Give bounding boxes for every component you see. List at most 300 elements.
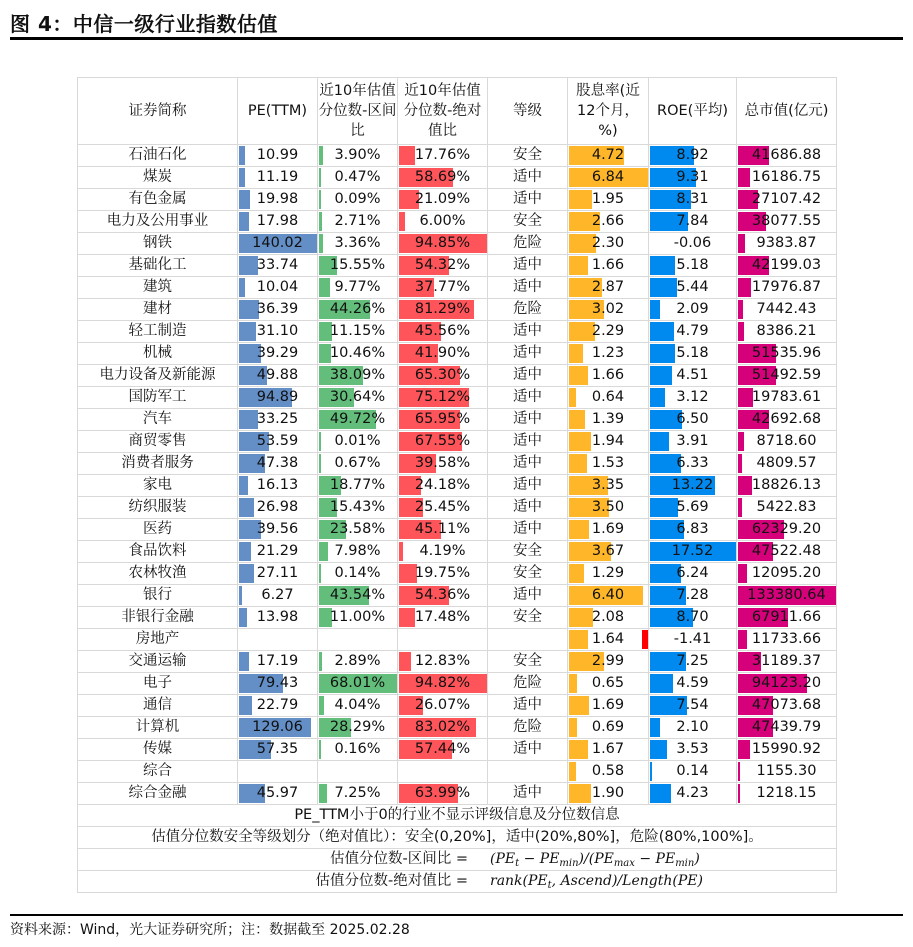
name-value: 机械 — [143, 345, 172, 361]
cap-value: 8718.60 — [756, 433, 817, 449]
dividend-value: 1.69 — [591, 521, 625, 537]
grade-value: 适中 — [513, 257, 542, 273]
roe-data-bar — [650, 278, 677, 297]
cap-value: 5422.83 — [756, 499, 817, 515]
pe-value: 36.39 — [256, 301, 299, 317]
cell-cap — [737, 475, 837, 497]
cell-roe — [649, 145, 737, 167]
roe-value: 5.18 — [676, 257, 709, 273]
cell-dividend — [568, 299, 649, 321]
pe-value: 79.43 — [256, 675, 299, 691]
cell-name — [78, 761, 238, 783]
cell-roe — [649, 607, 737, 629]
grade-value: 适中 — [513, 587, 542, 603]
range-data-bar — [319, 146, 323, 165]
cap-value: 47439.79 — [751, 719, 822, 735]
grade-value: 适中 — [513, 279, 542, 295]
pe-value: 6.27 — [261, 587, 294, 603]
cell-cap — [737, 255, 837, 277]
table-row — [78, 255, 837, 277]
note-pe-negative: PE_TTM小于0的行业不显示评级信息及分位数信息 — [78, 805, 837, 827]
abs-value: 94.82% — [414, 675, 471, 691]
roe-value: 17.52 — [671, 543, 714, 559]
roe-data-bar — [650, 762, 652, 781]
cell-roe — [649, 673, 737, 695]
abs-value: 54.32% — [414, 257, 471, 273]
dividend-value: 0.64 — [591, 389, 625, 405]
range-value: 43.54% — [329, 587, 386, 603]
roe-value: 6.50 — [676, 411, 709, 427]
cell-pe — [238, 629, 318, 651]
cap-value: 41686.88 — [751, 147, 822, 163]
range-value: 15.43% — [329, 499, 386, 515]
cell-range — [318, 717, 398, 739]
cell-abs — [398, 211, 488, 233]
dividend-data-bar — [569, 784, 591, 803]
valuation-table — [77, 77, 837, 893]
cell-pe — [238, 321, 318, 343]
cap-data-bar — [738, 322, 744, 341]
cell-cap — [737, 387, 837, 409]
cell-abs — [398, 277, 488, 299]
header-market-cap: 总市值(亿元) — [737, 78, 837, 145]
cell-dividend — [568, 519, 649, 541]
table-row — [78, 629, 837, 651]
cell-grade — [488, 233, 568, 255]
cap-value: 4809.57 — [756, 455, 817, 471]
name-value: 轻工制造 — [128, 323, 187, 339]
cap-data-bar — [738, 630, 747, 649]
grade-value: 适中 — [513, 411, 542, 427]
cell-roe — [649, 563, 737, 585]
note-row-range-formula — [78, 849, 837, 871]
range-data-bar — [319, 652, 322, 671]
roe-data-bar — [650, 388, 665, 407]
abs-value: 17.48% — [414, 609, 471, 625]
cell-dividend — [568, 541, 649, 563]
cell-pe — [238, 189, 318, 211]
pe-value: 11.19 — [256, 169, 299, 185]
abs-value: 83.02% — [414, 719, 471, 735]
abs-data-bar — [399, 608, 415, 627]
cell-name — [78, 233, 238, 255]
name-value: 计算机 — [135, 719, 180, 735]
cell-name — [78, 189, 238, 211]
cell-pe — [238, 255, 318, 277]
cell-roe — [649, 783, 737, 805]
abs-value: 81.29% — [414, 301, 471, 317]
table-row — [78, 585, 837, 607]
cell-abs — [398, 651, 488, 673]
cell-grade — [488, 321, 568, 343]
header-row — [78, 78, 837, 145]
cell-name — [78, 387, 238, 409]
grade-value: 危险 — [513, 719, 542, 735]
roe-data-bar — [650, 344, 675, 363]
cell-range — [318, 343, 398, 365]
name-value: 电子 — [143, 675, 172, 691]
roe-value: 3.91 — [676, 433, 709, 449]
cell-name — [78, 783, 238, 805]
cap-value: 62329.20 — [751, 521, 822, 537]
pe-data-bar — [239, 498, 254, 517]
cell-name — [78, 211, 238, 233]
abs-value: 75.12% — [414, 389, 471, 405]
pe-value: 33.25 — [256, 411, 299, 427]
pe-data-bar — [239, 542, 251, 561]
range-value: 0.01% — [334, 433, 381, 449]
range-data-bar — [319, 212, 322, 231]
roe-value: 5.18 — [676, 345, 709, 361]
dividend-value: 2.66 — [591, 213, 625, 229]
roe-data-bar — [650, 256, 675, 275]
cell-cap — [737, 541, 837, 563]
cell-name — [78, 475, 238, 497]
dividend-data-bar — [569, 190, 592, 209]
cap-value: 1218.15 — [756, 785, 817, 801]
cell-range — [318, 673, 398, 695]
dividend-data-bar — [569, 366, 588, 385]
cell-grade — [488, 717, 568, 739]
cell-pe — [238, 783, 318, 805]
cell-abs — [398, 299, 488, 321]
range-value: 2.89% — [334, 653, 381, 669]
cell-grade — [488, 673, 568, 695]
dividend-data-bar — [569, 696, 589, 715]
range-value: 2.71% — [334, 213, 381, 229]
cap-value: 27107.42 — [751, 191, 822, 207]
cell-abs — [398, 431, 488, 453]
grade-value: 适中 — [513, 389, 542, 405]
abs-data-bar — [399, 652, 411, 671]
roe-value: 7.84 — [676, 213, 709, 229]
cell-name — [78, 365, 238, 387]
cell-range — [318, 233, 398, 255]
cell-name — [78, 651, 238, 673]
abs-value: 57.44% — [414, 741, 471, 757]
cell-pe — [238, 585, 318, 607]
pe-value: 39.29 — [256, 345, 299, 361]
dividend-value: 0.65 — [591, 675, 625, 691]
cap-data-bar — [738, 476, 752, 495]
grade-value: 安全 — [513, 653, 542, 669]
cap-value: 12095.20 — [751, 565, 822, 581]
table-row — [78, 475, 837, 497]
cell-grade — [488, 695, 568, 717]
dividend-value: 2.99 — [591, 653, 625, 669]
cell-roe — [649, 189, 737, 211]
cell-roe — [649, 431, 737, 453]
dividend-value: 1.94 — [591, 433, 625, 449]
cell-abs — [398, 167, 488, 189]
cell-pe — [238, 651, 318, 673]
roe-data-bar — [650, 740, 667, 759]
cell-name — [78, 277, 238, 299]
cell-cap — [737, 409, 837, 431]
dividend-value: 2.08 — [591, 609, 625, 625]
pe-value: 39.56 — [256, 521, 299, 537]
cell-roe — [649, 629, 737, 651]
cell-roe — [649, 541, 737, 563]
header-range-percentile: 近10年估值分位数-区间比 — [318, 78, 398, 145]
cell-cap — [737, 651, 837, 673]
cell-abs — [398, 717, 488, 739]
cell-dividend — [568, 475, 649, 497]
cell-abs — [398, 233, 488, 255]
name-value: 综合 — [143, 763, 172, 779]
roe-data-bar — [650, 300, 660, 319]
roe-value: 5.44 — [676, 279, 709, 295]
pe-value: 10.99 — [256, 147, 299, 163]
cell-cap — [737, 695, 837, 717]
cell-grade — [488, 607, 568, 629]
grade-value: 适中 — [513, 191, 542, 207]
cell-cap — [737, 453, 837, 475]
dividend-value: 3.35 — [591, 477, 625, 493]
cell-dividend — [568, 673, 649, 695]
cell-roe — [649, 475, 737, 497]
roe-value: 7.25 — [676, 653, 709, 669]
cell-cap — [737, 585, 837, 607]
cell-dividend — [568, 189, 649, 211]
roe-value: 8.92 — [676, 147, 709, 163]
name-value: 通信 — [143, 697, 172, 713]
table-row — [78, 695, 837, 717]
roe-data-bar — [642, 630, 648, 649]
pe-data-bar — [239, 322, 256, 341]
dividend-data-bar — [569, 520, 589, 539]
range-value: 0.14% — [334, 565, 381, 581]
name-value: 房地产 — [135, 631, 180, 647]
name-value: 银行 — [143, 587, 172, 603]
cell-name — [78, 145, 238, 167]
abs-value: 39.58% — [414, 455, 471, 471]
cell-name — [78, 717, 238, 739]
range-value: 68.01% — [329, 675, 386, 691]
pe-value: 31.10 — [256, 323, 299, 339]
cell-name — [78, 541, 238, 563]
cell-dividend — [568, 409, 649, 431]
range-value: 4.04% — [334, 697, 381, 713]
cell-dividend — [568, 717, 649, 739]
cell-pe — [238, 167, 318, 189]
cell-dividend — [568, 563, 649, 585]
abs-formula-label: 估值分位数-绝对值比 = — [315, 873, 468, 889]
cell-name — [78, 607, 238, 629]
table-row — [78, 497, 837, 519]
cell-pe — [238, 431, 318, 453]
cap-value: 47522.48 — [751, 543, 822, 559]
cell-abs — [398, 673, 488, 695]
pe-value: 17.98 — [256, 213, 299, 229]
cell-roe — [649, 343, 737, 365]
table-row — [78, 409, 837, 431]
table-row — [78, 453, 837, 475]
cell-name — [78, 585, 238, 607]
range-value: 0.16% — [334, 741, 381, 757]
pe-value: 22.79 — [256, 697, 299, 713]
cell-dividend — [568, 739, 649, 761]
dividend-data-bar — [569, 410, 585, 429]
cell-pe — [238, 299, 318, 321]
name-value: 建筑 — [143, 279, 172, 295]
cell-grade — [488, 343, 568, 365]
cell-range — [318, 299, 398, 321]
cap-data-bar — [738, 278, 751, 297]
note-row-abs-formula — [78, 871, 837, 893]
cell-range — [318, 563, 398, 585]
cell-roe — [649, 277, 737, 299]
cell-cap — [737, 211, 837, 233]
range-formula-label: 估值分位数-区间比 = — [330, 851, 468, 867]
name-value: 钢铁 — [143, 235, 172, 251]
cap-data-bar — [738, 432, 744, 451]
cell-roe — [649, 211, 737, 233]
range-data-bar — [319, 168, 321, 187]
cell-pe — [238, 673, 318, 695]
range-value: 7.25% — [334, 785, 381, 801]
cell-range — [318, 211, 398, 233]
pe-value: 129.06 — [252, 719, 303, 735]
cell-range — [318, 453, 398, 475]
cell-cap — [737, 607, 837, 629]
cell-cap — [737, 431, 837, 453]
dividend-data-bar — [569, 432, 591, 451]
cell-range — [318, 607, 398, 629]
cell-roe — [649, 651, 737, 673]
cap-value: 51492.59 — [751, 367, 822, 383]
cell-grade — [488, 585, 568, 607]
cell-pe — [238, 343, 318, 365]
cell-range — [318, 541, 398, 563]
pe-data-bar — [239, 608, 247, 627]
name-value: 综合金融 — [128, 785, 187, 801]
pe-data-bar — [239, 212, 249, 231]
range-value: 0.47% — [334, 169, 381, 185]
grade-value: 适中 — [513, 741, 542, 757]
dividend-value: 1.23 — [591, 345, 625, 361]
name-value: 纺织服装 — [128, 499, 187, 515]
table-row — [78, 673, 837, 695]
abs-value: 17.76% — [414, 147, 471, 163]
range-value: 30.64% — [329, 389, 386, 405]
roe-value: 3.53 — [676, 741, 709, 757]
cell-dividend — [568, 497, 649, 519]
abs-data-bar — [399, 542, 403, 561]
cell-abs — [398, 739, 488, 761]
dividend-value: 1.90 — [591, 785, 625, 801]
cap-data-bar — [738, 784, 740, 803]
cell-roe — [649, 585, 737, 607]
cap-value: 1155.30 — [756, 763, 817, 779]
cell-roe — [649, 761, 737, 783]
range-value: 3.90% — [334, 147, 381, 163]
cap-value: 94123.20 — [751, 675, 822, 691]
cap-value: 16186.75 — [751, 169, 822, 185]
roe-value: 2.10 — [676, 719, 709, 735]
cell-grade — [488, 651, 568, 673]
pe-value: 10.04 — [256, 279, 299, 295]
range-value: 0.67% — [334, 455, 381, 471]
grade-value: 适中 — [513, 521, 542, 537]
cell-grade — [488, 277, 568, 299]
range-value: 9.77% — [334, 279, 381, 295]
cell-abs — [398, 189, 488, 211]
grade-value: 适中 — [513, 455, 542, 471]
abs-value: 54.36% — [414, 587, 471, 603]
cell-grade — [488, 189, 568, 211]
cell-cap — [737, 233, 837, 255]
pe-value: 53.59 — [256, 433, 299, 449]
name-value: 传媒 — [143, 741, 172, 757]
cell-abs — [398, 783, 488, 805]
cell-grade — [488, 255, 568, 277]
roe-value: 4.79 — [676, 323, 709, 339]
grade-value: 适中 — [513, 169, 542, 185]
dividend-value: 1.53 — [591, 455, 625, 471]
pe-value: 26.98 — [256, 499, 299, 515]
cell-cap — [737, 717, 837, 739]
name-value: 建材 — [143, 301, 172, 317]
dividend-value: 1.66 — [591, 367, 625, 383]
cell-dividend — [568, 453, 649, 475]
cell-roe — [649, 299, 737, 321]
cap-value: 42199.03 — [751, 257, 822, 273]
dividend-data-bar — [569, 674, 577, 693]
grade-value: 安全 — [513, 609, 542, 625]
pe-value: 13.98 — [256, 609, 299, 625]
roe-value: -1.41 — [673, 631, 712, 647]
cell-abs — [398, 321, 488, 343]
cell-name — [78, 629, 238, 651]
cell-dividend — [568, 695, 649, 717]
abs-value: 67.55% — [414, 433, 471, 449]
dividend-value: 2.29 — [591, 323, 625, 339]
roe-value: 6.24 — [676, 565, 709, 581]
cell-abs — [398, 563, 488, 585]
table-row — [78, 145, 837, 167]
cell-grade — [488, 783, 568, 805]
cell-roe — [649, 497, 737, 519]
cell-roe — [649, 739, 737, 761]
dividend-value: 2.87 — [591, 279, 625, 295]
header-grade: 等级 — [488, 78, 568, 145]
dividend-value: 6.40 — [591, 587, 625, 603]
cell-dividend — [568, 585, 649, 607]
cell-grade — [488, 497, 568, 519]
cell-range — [318, 629, 398, 651]
pe-data-bar — [239, 586, 242, 605]
abs-value: 4.19% — [419, 543, 466, 559]
cell-pe — [238, 475, 318, 497]
cell-name — [78, 431, 238, 453]
cell-dividend — [568, 255, 649, 277]
cell-abs — [398, 343, 488, 365]
abs-value: 58.69% — [414, 169, 471, 185]
cap-value: 15990.92 — [751, 741, 822, 757]
roe-value: 0.14 — [676, 763, 709, 779]
cell-dividend — [568, 651, 649, 673]
table-row — [78, 387, 837, 409]
cell-cap — [737, 497, 837, 519]
table-row — [78, 299, 837, 321]
cell-abs — [398, 387, 488, 409]
abs-value: 65.30% — [414, 367, 471, 383]
cell-grade — [488, 211, 568, 233]
grade-value: 适中 — [513, 345, 542, 361]
cell-pe — [238, 277, 318, 299]
name-value: 医药 — [143, 521, 172, 537]
